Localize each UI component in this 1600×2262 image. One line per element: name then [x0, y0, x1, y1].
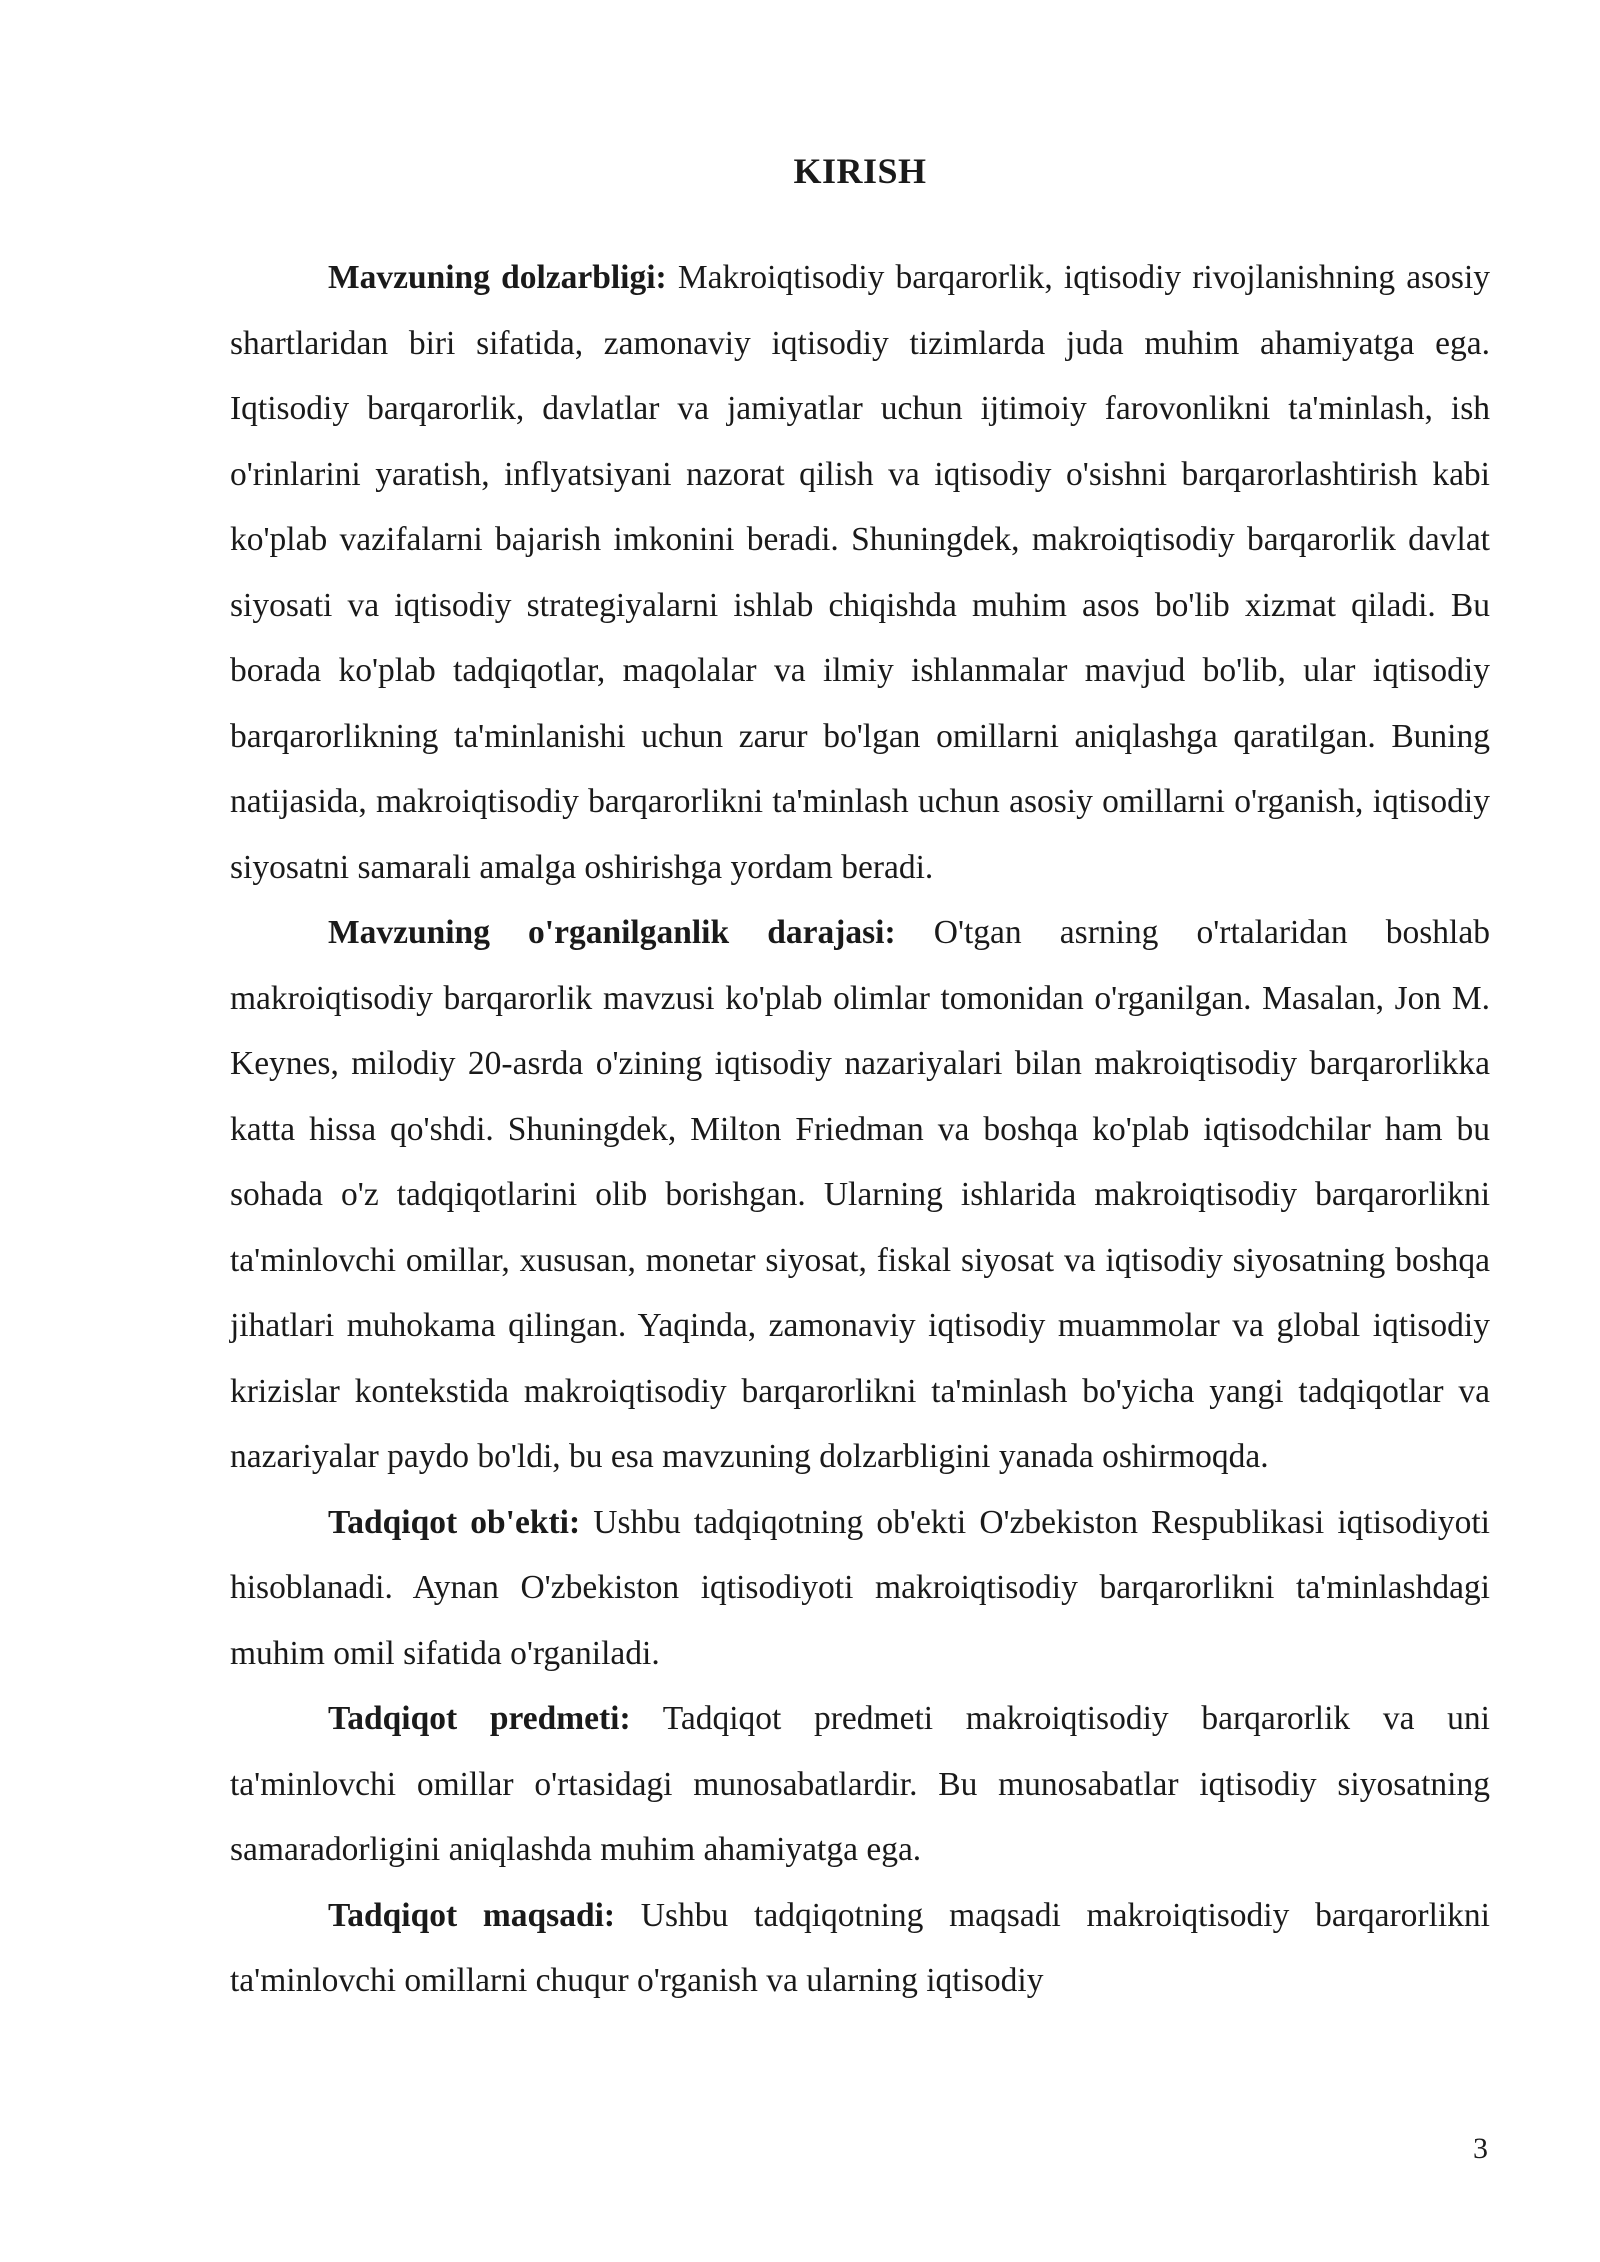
paragraph-text: Ushbu tadqiqotning maqsadi makroiqtisodiy barqarorlikni ta'minlovchi omillarni chuqur o'rganish va ularning iqtisodiy: [230, 1896, 1490, 1999]
paragraph-research-subject: [230, 1686, 1490, 1883]
document-body: [230, 245, 1490, 2014]
page-number: 3: [1473, 2132, 1488, 2165]
paragraph-heading: Tadqiqot ob'ekti:: [328, 1503, 581, 1541]
paragraph-text: Ushbu tadqiqotning ob'ekti O'zbekiston Respublikasi iqtisodiyoti hisoblanadi. Aynan O'zbekiston iqtisodiyoti makroiqtisodiy barqarorlikni ta'minlashdagi muhim omil sifatida o'rganiladi.: [230, 1503, 1490, 1672]
paragraph-text: Makroiqtisodiy barqarorlik, iqtisodiy rivojlanishning asosiy shartlaridan biri sifatida, zamonaviy iqtisodiy tizimlarda juda muhim ahamiyatga ega. Iqtisodiy barqarorlik, davlatlar va jamiyatlar uchun ijtimoiy farovonlikni ta'minlash, ish o'rinlarini yaratish, inflyatsiyani nazorat qilish va iqtisodiy o'sishni barqarorlashtirish kabi ko'plab vazifalarni bajarish imkonini beradi. Shuningdek, makroiqtisodiy barqarorlik davlat siyosati va iqtisodiy strategiyalarni ishlab chiqishda muhim asos bo'lib xizmat qiladi. Bu borada ko'plab tadqiqotlar, maqolalar va ilmiy ishlanmalar mavjud bo'lib, ular iqtisodiy barqarorlikning ta'minlanishi uchun zarur bo'lgan omillarni aniqlashga qaratilgan. Buning natijasida, makroiqtisodiy barqarorlikni ta'minlash uchun asosiy omillarni o'rganish, iqtisodiy siyosatni samarali amalga oshirishga yordam beradi.: [230, 259, 1491, 886]
paragraph-heading: Mavzuning dolzarbligi:: [328, 259, 667, 296]
paragraph-relevance: [230, 245, 1490, 900]
paragraph-text: Tadqiqot predmeti makroiqtisodiy barqarorlik va uni ta'minlovchi omillar o'rtasidagi munosabatlardir. Bu munosabatlar iqtisodiy siyosatning samaradorligini aniqlashda muhim ahamiyatga ega.: [230, 1700, 1490, 1868]
paragraph-research-object: [230, 1490, 1490, 1687]
paragraph-heading: Mavzuning o'rganilganlik darajasi:: [328, 914, 896, 951]
paragraph-study-level: [230, 900, 1490, 1490]
paragraph-research-goal: [230, 1883, 1490, 2014]
paragraph-heading: Tadqiqot maqsadi:: [328, 1896, 616, 1934]
paragraph-text: O'tgan asrning o'rtalaridan boshlab makroiqtisodiy barqarorlik mavzusi ko'plab olimlar tomonidan o'rganilgan. Masalan, Jon M. Keynes, milodiy 20-asrda o'zining iqtisodiy nazariyalari bilan makroiqtisodiy barqarorlikka katta hissa qo'shdi. Shuningdek, Milton Friedman va boshqa ko'plab iqtisodchilar ham bu sohada o'z tadqiqotlarini olib borishgan. Ularning ishlarida makroiqtisodiy barqarorlikni ta'minlovchi omillar, xususan, monetar siyosat, fiskal siyosat va iqtisodiy siyosatning boshqa jihatlari muhokama qilingan. Yaqinda, zamonaviy iqtisodiy muammolar va global iqtisodiy krizislar kontekstida makroiqtisodiy barqarorlikni ta'minlash bo'yicha yangi tadqiqotlar va nazariyalar paydo bo'ldi, bu esa mavzuning dolzarbligini yanada oshirmoqda.: [230, 914, 1490, 1475]
page-title: KIRISH: [793, 151, 927, 191]
paragraph-heading: Tadqiqot predmeti:: [328, 1700, 631, 1737]
